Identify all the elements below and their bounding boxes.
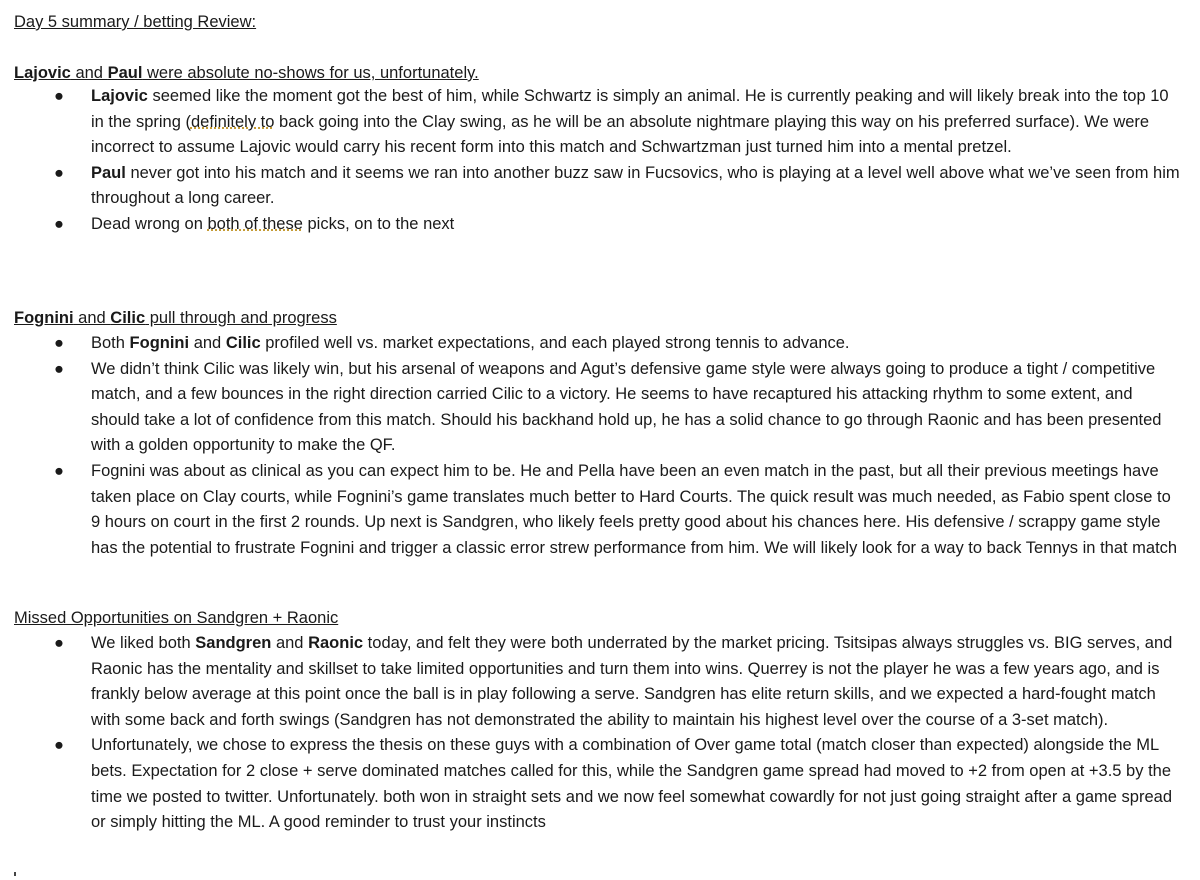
list-item <box>0 631 1200 733</box>
grammar-flag[interactable]: definitely to <box>190 112 275 131</box>
heading-name-lajovic: Lajovic <box>14 64 71 82</box>
grammar-flag[interactable]: both of these <box>207 214 303 233</box>
bullet-icon: ● <box>54 163 64 182</box>
item-text: We liked both <box>91 634 196 652</box>
list-item <box>0 84 1200 161</box>
player-name: Cilic <box>225 334 261 352</box>
heading-name-cilic: Cilic <box>110 309 146 327</box>
bullet-list-section-3 <box>0 631 1200 836</box>
heading-text: pull through and progress <box>145 309 337 327</box>
item-text: Unfortunately, we chose to express the thesis on these guys with a combination of Over game total (match closer than expected) alongside the ML bets. Expectation for 2 close + serve dominated matches called for this, while the Sandgren game spread had moved to +2 from open at +3.5 by the time we posted to twitter. Unfortunately. both won in straight sets and we now feel somewhat cowardly for not just going straight after a game spread or simply hitting the ML. A good reminder to trust your instincts <box>91 736 1173 832</box>
item-text: We didn’t think Cilic was likely win, but his arsenal of weapons and Agut’s defensive game style were always going to produce a tight / competitive match, and a few bounces in the right direction carried Cilic to a victory. He seems to have recaptured his attacking rhythm to some extent, and should take a lot of confidence from this match. Should his backhand hold up, he has a solid chance to go through Raonic and has been presented with a golden opportunity to make the QF. <box>91 359 1162 455</box>
bullet-icon: ● <box>54 359 64 378</box>
section-heading-fognini-cilic <box>14 306 337 332</box>
item-text: never got into his match and it seems we ran into another buzz saw in Fucsovics, who is playing at a level well above what we’ve seen from him throughout a long career. <box>91 163 1180 208</box>
list-item <box>0 733 1200 835</box>
item-text: back going into the Clay swing, as he will be an absolute nightmare playing this way on his preferred surface). We were incorrect to assume Lajovic would carry his recent form into this match and Schwartzman just turned him into a mental pretzel. <box>91 112 1150 157</box>
document-title: Day 5 summary / betting Review: <box>14 13 257 31</box>
item-text: and <box>189 334 226 352</box>
list-item <box>0 357 1200 459</box>
item-text: picks, on to the next <box>302 214 455 233</box>
player-name: Sandgren <box>195 634 272 652</box>
list-item <box>0 331 1200 357</box>
player-name: Fognini <box>129 334 190 352</box>
list-item <box>0 161 1200 212</box>
item-text: Fognini was about as clinical as you can expect him to be. He and Pella have been an even match in the past, but all their previous meetings have taken place on Clay courts, while Fognini’s game translates much better to Hard Courts. The quick result was much needed, as Fabio spent close to 9 hours on court in the first 2 rounds. Up next is Sandgren, who likely feels pretty good about his chances here. His defensive / scrappy game style has the potential to frustrate Fognini and trigger a classic error strew performance from him. We will likely look for a way to back Tennys in that match <box>91 461 1178 557</box>
bullet-icon: ● <box>54 634 64 652</box>
heading-name-paul: Paul <box>107 64 143 82</box>
item-text: profiled well vs. market expectations, and each played strong tennis to advance. <box>260 334 850 352</box>
section-heading-missed-opportunities: Missed Opportunities on Sandgren + Raonic <box>14 609 339 627</box>
item-text: seemed like the moment got the best of him, while Schwartz is simply an animal. He is currently peaking and will likely break into the top 10 in the spring ( <box>91 87 1169 131</box>
bullet-list-section-1 <box>0 84 1200 238</box>
bullet-list-section-2 <box>0 331 1200 561</box>
heading-text: were absolute no-shows for us, unfortunately. <box>142 64 479 82</box>
item-text: Both <box>91 334 130 352</box>
player-name: Raonic <box>308 634 364 652</box>
bullet-icon: ● <box>54 334 64 352</box>
heading-connector: and <box>73 309 111 327</box>
heading-name-fognini: Fognini <box>14 309 74 327</box>
bullet-icon: ● <box>54 461 64 480</box>
section-heading-lajovic-paul <box>14 61 479 87</box>
text-cursor-mark <box>14 872 16 876</box>
player-name: Paul <box>91 163 126 182</box>
item-text: Dead wrong on <box>91 214 208 233</box>
heading-connector: and <box>70 64 108 82</box>
list-item <box>0 212 1200 238</box>
list-item <box>0 459 1200 561</box>
bullet-icon: ● <box>54 87 64 105</box>
player-name: Lajovic <box>91 87 148 105</box>
item-text: and <box>271 634 309 652</box>
bullet-icon: ● <box>54 736 64 755</box>
bullet-icon: ● <box>54 214 64 233</box>
item-text: today, and felt they were both underrated by the market pricing. Tsitsipas always struggles vs. BIG serves, and Raonic has the mentality and skillset to take limited opportunities and turn them into wins. Querrey is not the player he was a few years ago, and is frankly below average at this point once the ball is in play following a serve. Sandgren has elite return skills, and we expected a hard-fought match with some back and forth swings (Sandgren has not demonstrated the ability to maintain his highest level over the course of a 3-set match). <box>91 634 1173 729</box>
